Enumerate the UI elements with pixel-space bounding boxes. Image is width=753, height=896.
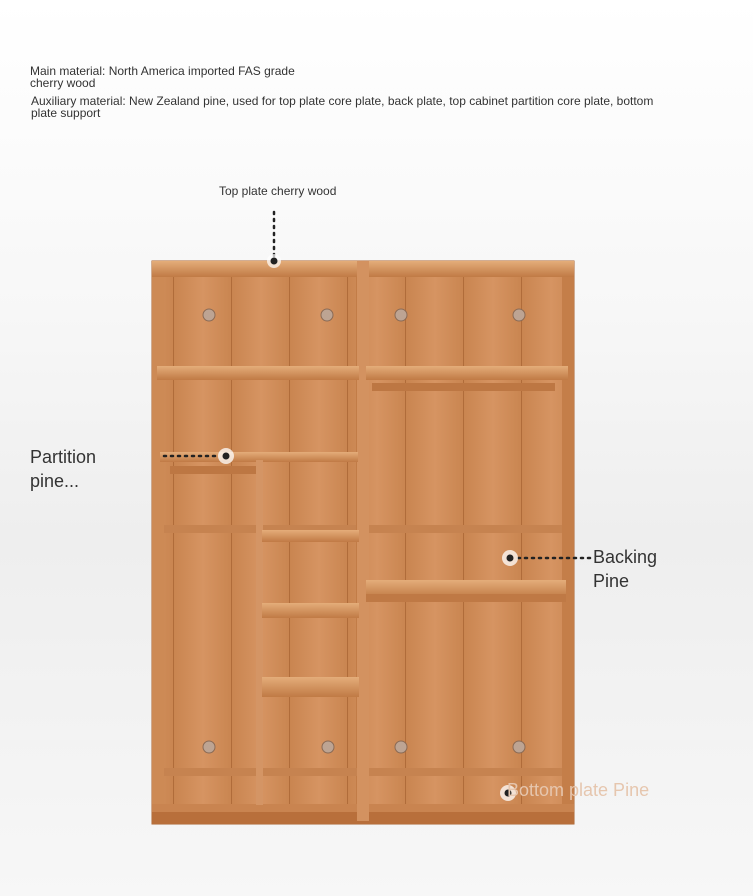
upper-shelf-right [366, 366, 568, 380]
partition-callout-dot [223, 453, 230, 460]
left-side [152, 261, 164, 824]
main-material-text: Main material: North America imported FAS grade cherry wood [30, 64, 295, 90]
top-callout-dot [271, 258, 278, 265]
back-rail [369, 525, 564, 533]
hanging-rod-left [170, 466, 256, 474]
small-shelf [262, 677, 359, 697]
partition-label: Partition pine... [30, 447, 97, 491]
small-shelf [262, 603, 359, 618]
screw-cap [513, 741, 525, 753]
screw-cap [513, 309, 525, 321]
back-panel-right [369, 276, 564, 814]
auxiliary-material-text: Auxiliary material: New Zealand pine, used for top plate core plate, back plate, top cabinet partition core plate, bottom plate support [31, 94, 654, 120]
screw-cap [321, 309, 333, 321]
hanging-rod-right [372, 383, 555, 391]
inner-partition [256, 460, 263, 805]
screw-cap [395, 309, 407, 321]
bottom-plate-label: Bottom plate Pine [507, 780, 650, 800]
screw-cap [395, 741, 407, 753]
screw-cap [203, 309, 215, 321]
top-plate-label: Top plate cherry wood [219, 184, 337, 198]
small-shelf [262, 530, 359, 542]
screw-cap [203, 741, 215, 753]
backing-callout-dot [507, 555, 514, 562]
screw-cap [322, 741, 334, 753]
backing-label: Backing Pine [593, 547, 658, 591]
right-side [562, 261, 574, 824]
upper-shelf-left [157, 366, 359, 380]
backing-shelf-edge [366, 594, 566, 602]
